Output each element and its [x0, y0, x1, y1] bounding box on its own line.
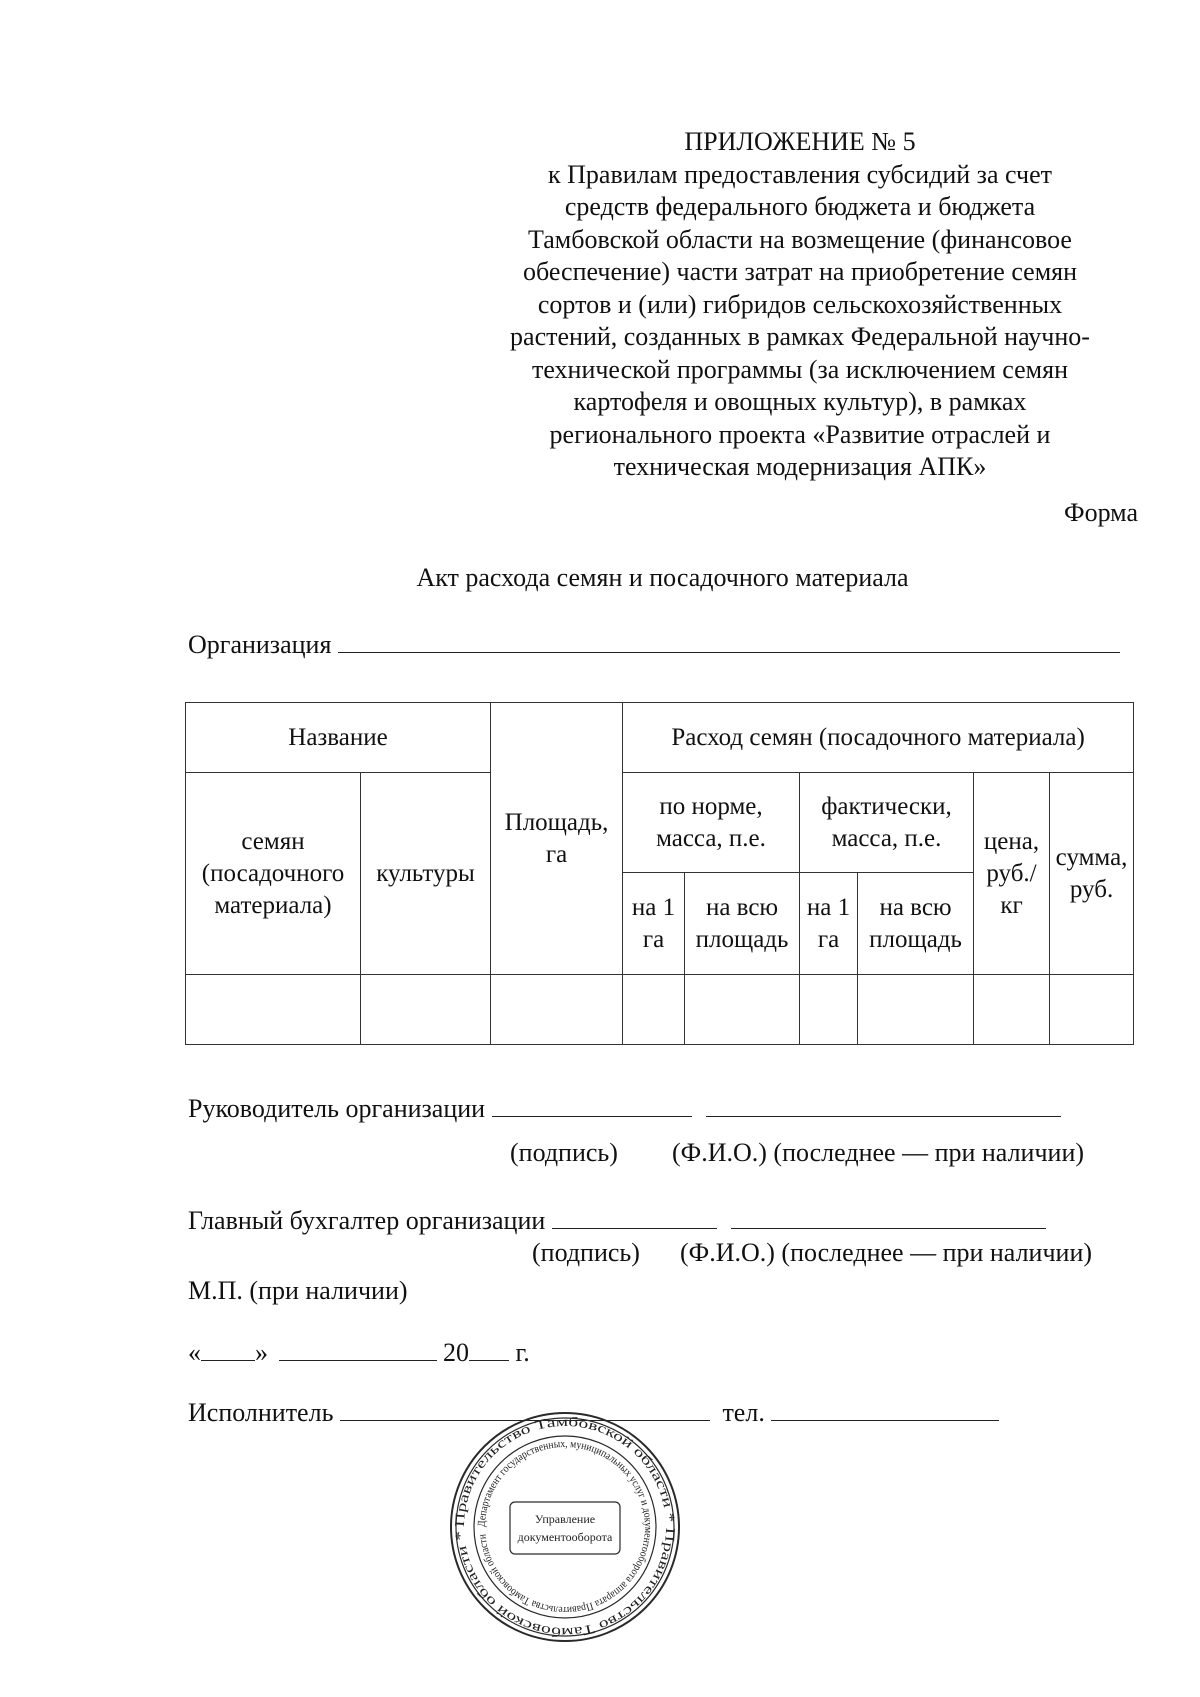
organization-row — [188, 630, 1120, 660]
head-caption-sign: (подпись) — [510, 1138, 618, 1167]
appendix-line: обеспечение) части затрат на приобретение семян — [522, 257, 1078, 286]
head-name-field[interactable] — [706, 1094, 1061, 1117]
accountant-signature-row — [188, 1206, 1046, 1236]
table-cell[interactable] — [1050, 975, 1134, 1045]
appendix-line: растений, созданных в рамках Федеральной научно- — [510, 322, 1090, 351]
appendix-line: сортов и (или) гибридов сельскохозяйственных — [537, 289, 1063, 319]
form-label: Форма — [1064, 498, 1138, 527]
culture-header: культуры — [361, 773, 491, 975]
seal-label: М.П. (при наличии) — [188, 1276, 408, 1305]
appendix-line: техническая модернизация АПК» — [613, 452, 987, 481]
actual-header: фактически, масса, п.е. — [800, 773, 974, 873]
accountant-caption-name: (Ф.И.О.) (последнее — при наличии) — [680, 1238, 1093, 1267]
accountant-label: Главный бухгалтер организации — [188, 1206, 546, 1235]
norm-header: по норме, масса, п.е. — [623, 773, 800, 873]
consumption-header: Расход семян (посадочного материала) — [623, 703, 1134, 773]
table-cell[interactable] — [858, 975, 974, 1045]
phone-label: тел. — [722, 1398, 765, 1427]
norm-per-ha-header: на 1 га — [623, 873, 685, 975]
table-cell[interactable] — [186, 975, 361, 1045]
name-header: Название — [186, 703, 491, 773]
head-label: Руководитель организации — [188, 1094, 486, 1123]
head-caption-name: (Ф.И.О.) (последнее — при наличии) — [672, 1138, 1085, 1167]
seed-consumption-table — [185, 702, 1134, 1045]
executor-label: Исполнитель — [188, 1398, 334, 1427]
appendix-line: к Правилам предоставления субсидий за счет — [548, 159, 1052, 189]
appendix-title: ПРИЛОЖЕНИЕ № 5 — [684, 127, 916, 156]
table-cell[interactable] — [800, 975, 858, 1045]
stamp-inner-text: Департамент государственных, муниципальных услуг и документооборота аппарата Правительства Тамбовской области — [475, 1437, 655, 1617]
table-cell[interactable] — [491, 975, 623, 1045]
stamp-center-line-2: документооборота — [517, 1530, 613, 1544]
date-year-field[interactable] — [469, 1338, 509, 1361]
date-year-prefix: 20 — [443, 1338, 469, 1367]
head-signature-row — [188, 1094, 1061, 1124]
phone-field[interactable] — [771, 1398, 999, 1421]
table-cell[interactable] — [685, 975, 800, 1045]
date-close-quote: » — [255, 1338, 268, 1367]
official-stamp — [448, 1410, 682, 1644]
date-day-field[interactable] — [201, 1338, 255, 1361]
table-row — [186, 975, 1134, 1045]
appendix-line: технической программы (за исключением семян — [531, 354, 1069, 384]
head-signature-field[interactable] — [492, 1094, 692, 1117]
actual-per-ha-header: на 1 га — [800, 873, 858, 975]
appendix-line: средств федерального бюджета и бюджета — [564, 192, 1036, 221]
date-month-field[interactable] — [279, 1338, 437, 1361]
actual-total-header: на всю площадь — [858, 873, 974, 975]
appendix-line: картофеля и овощных культур), в рамках — [573, 387, 1027, 416]
document-title: Акт расхода семян и посадочного материала — [416, 563, 909, 592]
norm-total-header: на всю площадь — [685, 873, 800, 975]
accountant-signature-field[interactable] — [552, 1206, 717, 1229]
organization-label: Организация — [188, 630, 332, 659]
appendix-line: регионального проекта «Развитие отраслей и — [549, 419, 1051, 449]
date-open-quote: « — [188, 1338, 201, 1367]
table-cell[interactable] — [623, 975, 685, 1045]
seeds-header: семян (посадочного материала) — [186, 773, 361, 975]
stamp-center-line-1: Управление — [534, 1512, 596, 1526]
date-row — [188, 1338, 530, 1368]
table-cell[interactable] — [974, 975, 1050, 1045]
appendix-header — [470, 126, 1130, 484]
organization-field[interactable] — [338, 630, 1120, 653]
date-year-suffix: г. — [515, 1338, 530, 1367]
table-cell[interactable] — [361, 975, 491, 1045]
accountant-name-field[interactable] — [731, 1206, 1046, 1229]
area-header: Площадь, га — [491, 703, 623, 975]
stamp-outer-text: Правительство Тамбовской области * Правительство Тамбовской области * — [451, 1413, 679, 1641]
sum-header: сумма, руб. — [1050, 773, 1134, 975]
price-header: цена, руб./ кг — [974, 773, 1050, 975]
appendix-line: Тамбовской области на возмещение (финансовое — [528, 224, 1072, 254]
accountant-caption-sign: (подпись) — [532, 1238, 640, 1267]
